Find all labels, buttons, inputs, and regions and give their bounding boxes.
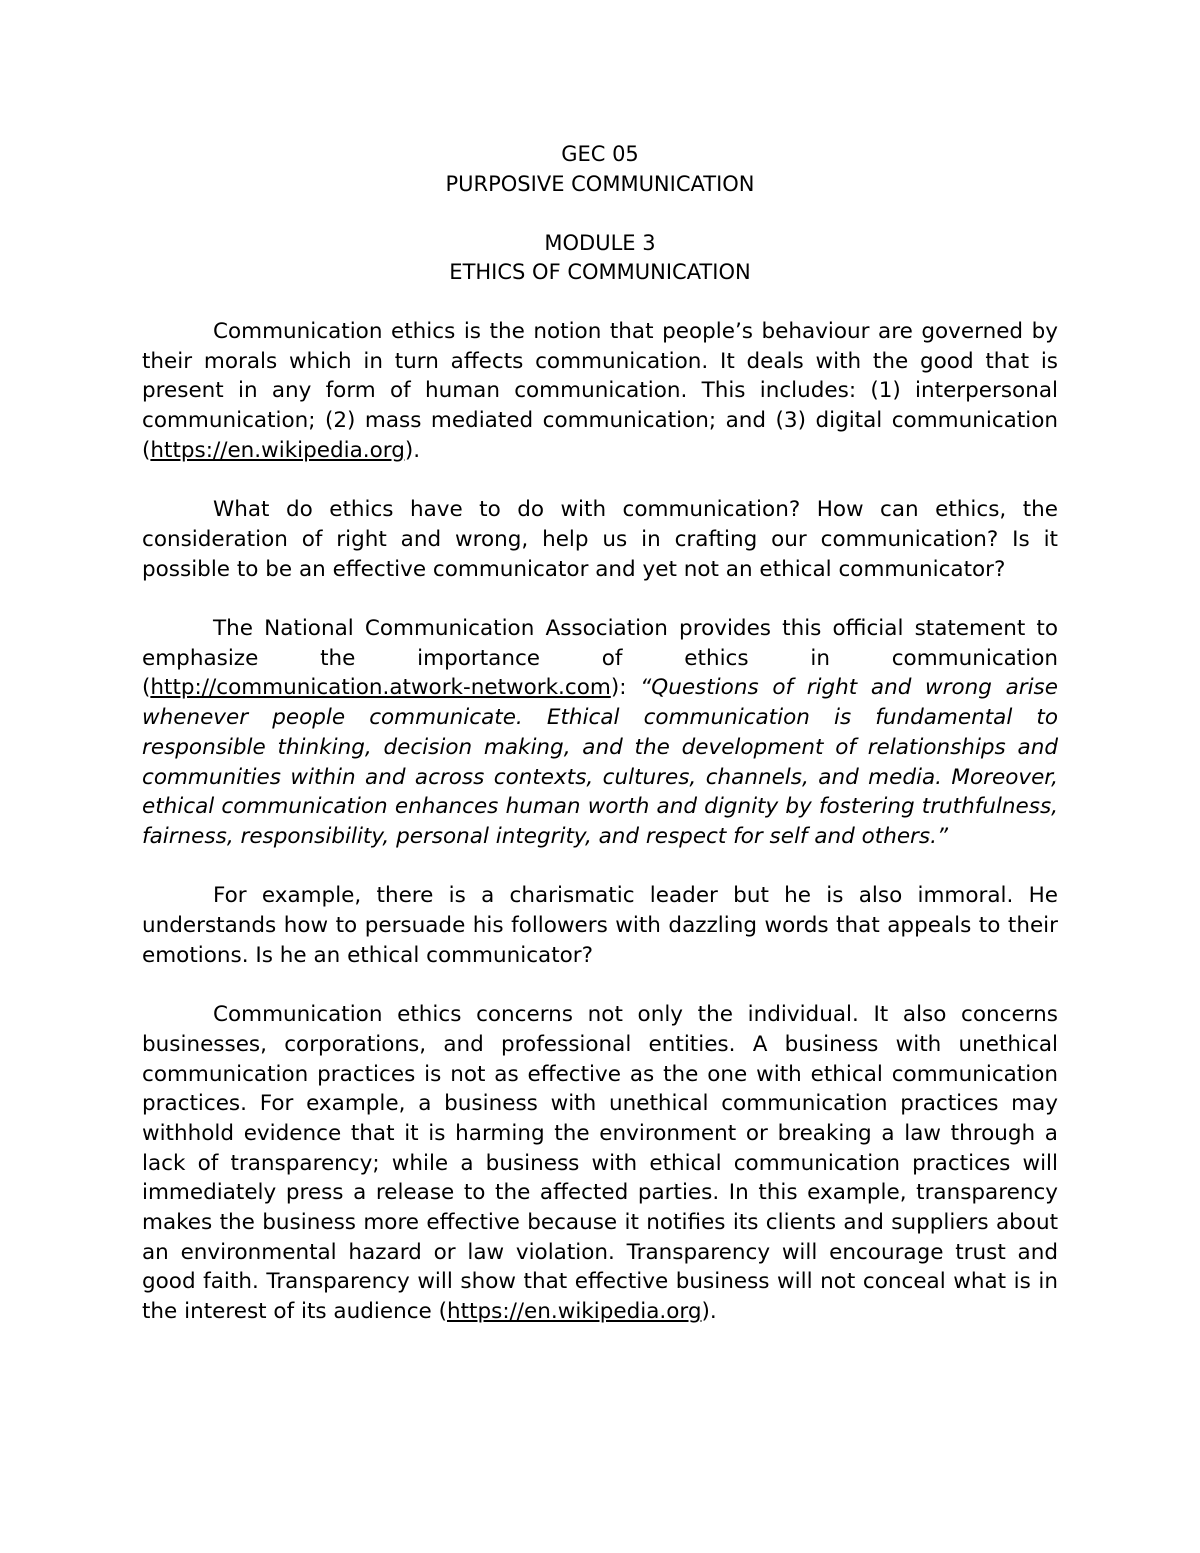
- nca-quote: “Questions of right and wrong arise whenever people communicate. Ethical communication is fundamental to responsible thinking, decision making, and the development of relationships and communities within and across contexts, cultures, channels, and media. Moreover, ethical communication enhances human worth and dignity by fostering truthfulness, fairness, responsibility, personal integrity, and respect for self and others.”: [142, 675, 1058, 849]
- paragraph-text: The National Communication Association provides this official statement to emphasize the importance of ethics in communication (: [142, 616, 1058, 701]
- paragraph-text: ).: [701, 1299, 717, 1325]
- module-title: ETHICS OF COMMUNICATION: [449, 260, 751, 284]
- wikipedia-link[interactable]: https://en.wikipedia.org: [446, 1299, 702, 1325]
- paragraph-text: ):: [610, 675, 641, 701]
- nca-link[interactable]: http://communication.atwork-network.com: [150, 675, 611, 701]
- heading-spacer: [142, 199, 1058, 229]
- course-title: PURPOSIVE COMMUNICATION: [445, 171, 755, 196]
- paragraph-business-ethics: [142, 1000, 1058, 1327]
- course-code: GEC 05: [561, 142, 639, 166]
- heading-spacer: [142, 288, 1058, 318]
- paragraph-nca-statement: [142, 614, 1058, 852]
- paragraph-questions: What do ethics have to do with communication? How can ethics, the consideration of right and wrong, help us in crafting our communication? Is it possible to be an effective communicator and yet not an ethical communicator?: [142, 497, 1058, 582]
- paragraph-text: Communication ethics is the notion that people’s behaviour are governed by their morals which in turn affects communication. It deals with the good that is present in any form of human communication. This includes: (1) interpersonal communication; (2) mass mediated communication; and (3) digital communication (: [142, 319, 1058, 463]
- wikipedia-link[interactable]: https://en.wikipedia.org: [150, 437, 405, 463]
- document-page: [142, 140, 1058, 1357]
- paragraph-text: ).: [404, 437, 421, 463]
- paragraph-text: Communication ethics concerns not only the individual. It also concerns businesses, corporations, and professional entities. A business with unethical communication practices is not as effective as the one with ethical communication practices. For example, a business with unethical communication practices may withhold evidence that it is harming the environment or breaking a law through a lack of transparency; while a business with ethical communication practices will immediately press a release to the affected parties. In this example, transparency makes the business more effective because it notifies its clients and suppliers about an environmental hazard or law violation. Transparency will encourage trust and good faith. Transparency will show that effective business will not conceal what is in the interest of its audience (: [142, 1002, 1058, 1325]
- module-number: MODULE 3: [544, 230, 656, 255]
- paragraph-definition: [142, 317, 1058, 466]
- paragraph-example: For example, there is a charismatic leader but he is also immoral. He understands how to persuade his followers with dazzling words that appeals to their emotions. Is he an ethical communicator?: [142, 883, 1058, 968]
